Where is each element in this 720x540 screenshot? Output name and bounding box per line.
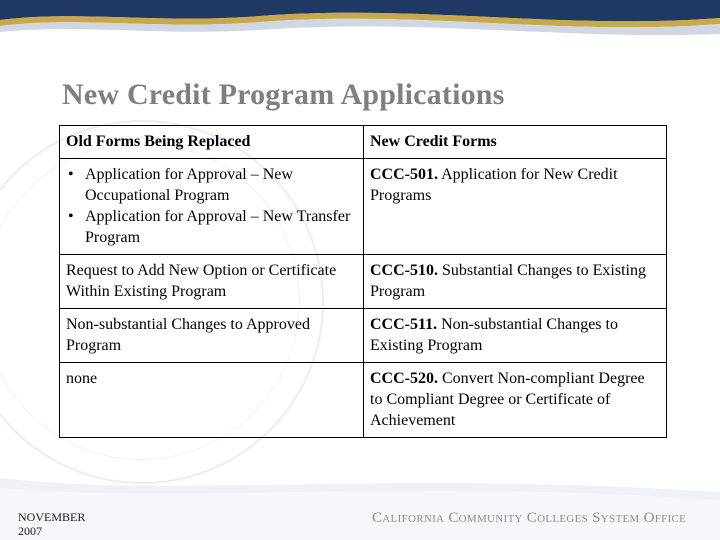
old-form-cell: [60, 159, 364, 255]
table-row: [60, 309, 667, 363]
old-form-cell: Non-substantial Changes to Approved Program: [60, 309, 364, 363]
table-row: [60, 363, 667, 438]
form-code: CCC-511.: [370, 316, 438, 333]
form-code: CCC-510.: [370, 262, 438, 279]
new-form-cell: [364, 363, 667, 438]
new-form-cell: [364, 255, 667, 309]
form-code: CCC-520.: [370, 370, 438, 387]
old-form-bullet-list: [66, 164, 357, 248]
slide-title: New Credit Program Applications: [62, 78, 505, 111]
table-row: [60, 159, 667, 255]
list-item: • Application for Approval – New Transfer Program: [66, 206, 357, 248]
form-description: Substantial Changes to Existing Program: [370, 262, 646, 300]
footer-date: [18, 510, 85, 538]
footer-date-month: NOVEMBER: [18, 510, 86, 524]
column-header-old-forms: Old Forms Being Replaced: [60, 126, 364, 159]
footer-date-year: 2007: [18, 524, 42, 538]
new-form-cell: [364, 309, 667, 363]
form-description: Convert Non-compliant Degree to Compliant Degree or Certificate of Achievement: [370, 370, 645, 429]
form-description: Non-substantial Changes to Existing Program: [370, 316, 618, 354]
footer-wave-band: [0, 470, 720, 540]
old-form-cell: Request to Add New Option or Certificate Within Existing Program: [60, 255, 364, 309]
old-form-cell: none: [60, 363, 364, 438]
form-code: CCC-501.: [370, 166, 438, 183]
forms-table: [59, 125, 667, 438]
table-header-row: [60, 126, 667, 159]
footer-office-name: California Community Colleges System Office: [372, 510, 687, 526]
table-row: [60, 255, 667, 309]
form-description: Application for New Credit Programs: [370, 166, 618, 204]
list-item: • Application for Approval – New Occupational Program: [66, 164, 357, 206]
new-form-cell: [364, 159, 667, 255]
header-wave-band: [0, 0, 720, 40]
column-header-new-forms: New Credit Forms: [364, 126, 667, 159]
